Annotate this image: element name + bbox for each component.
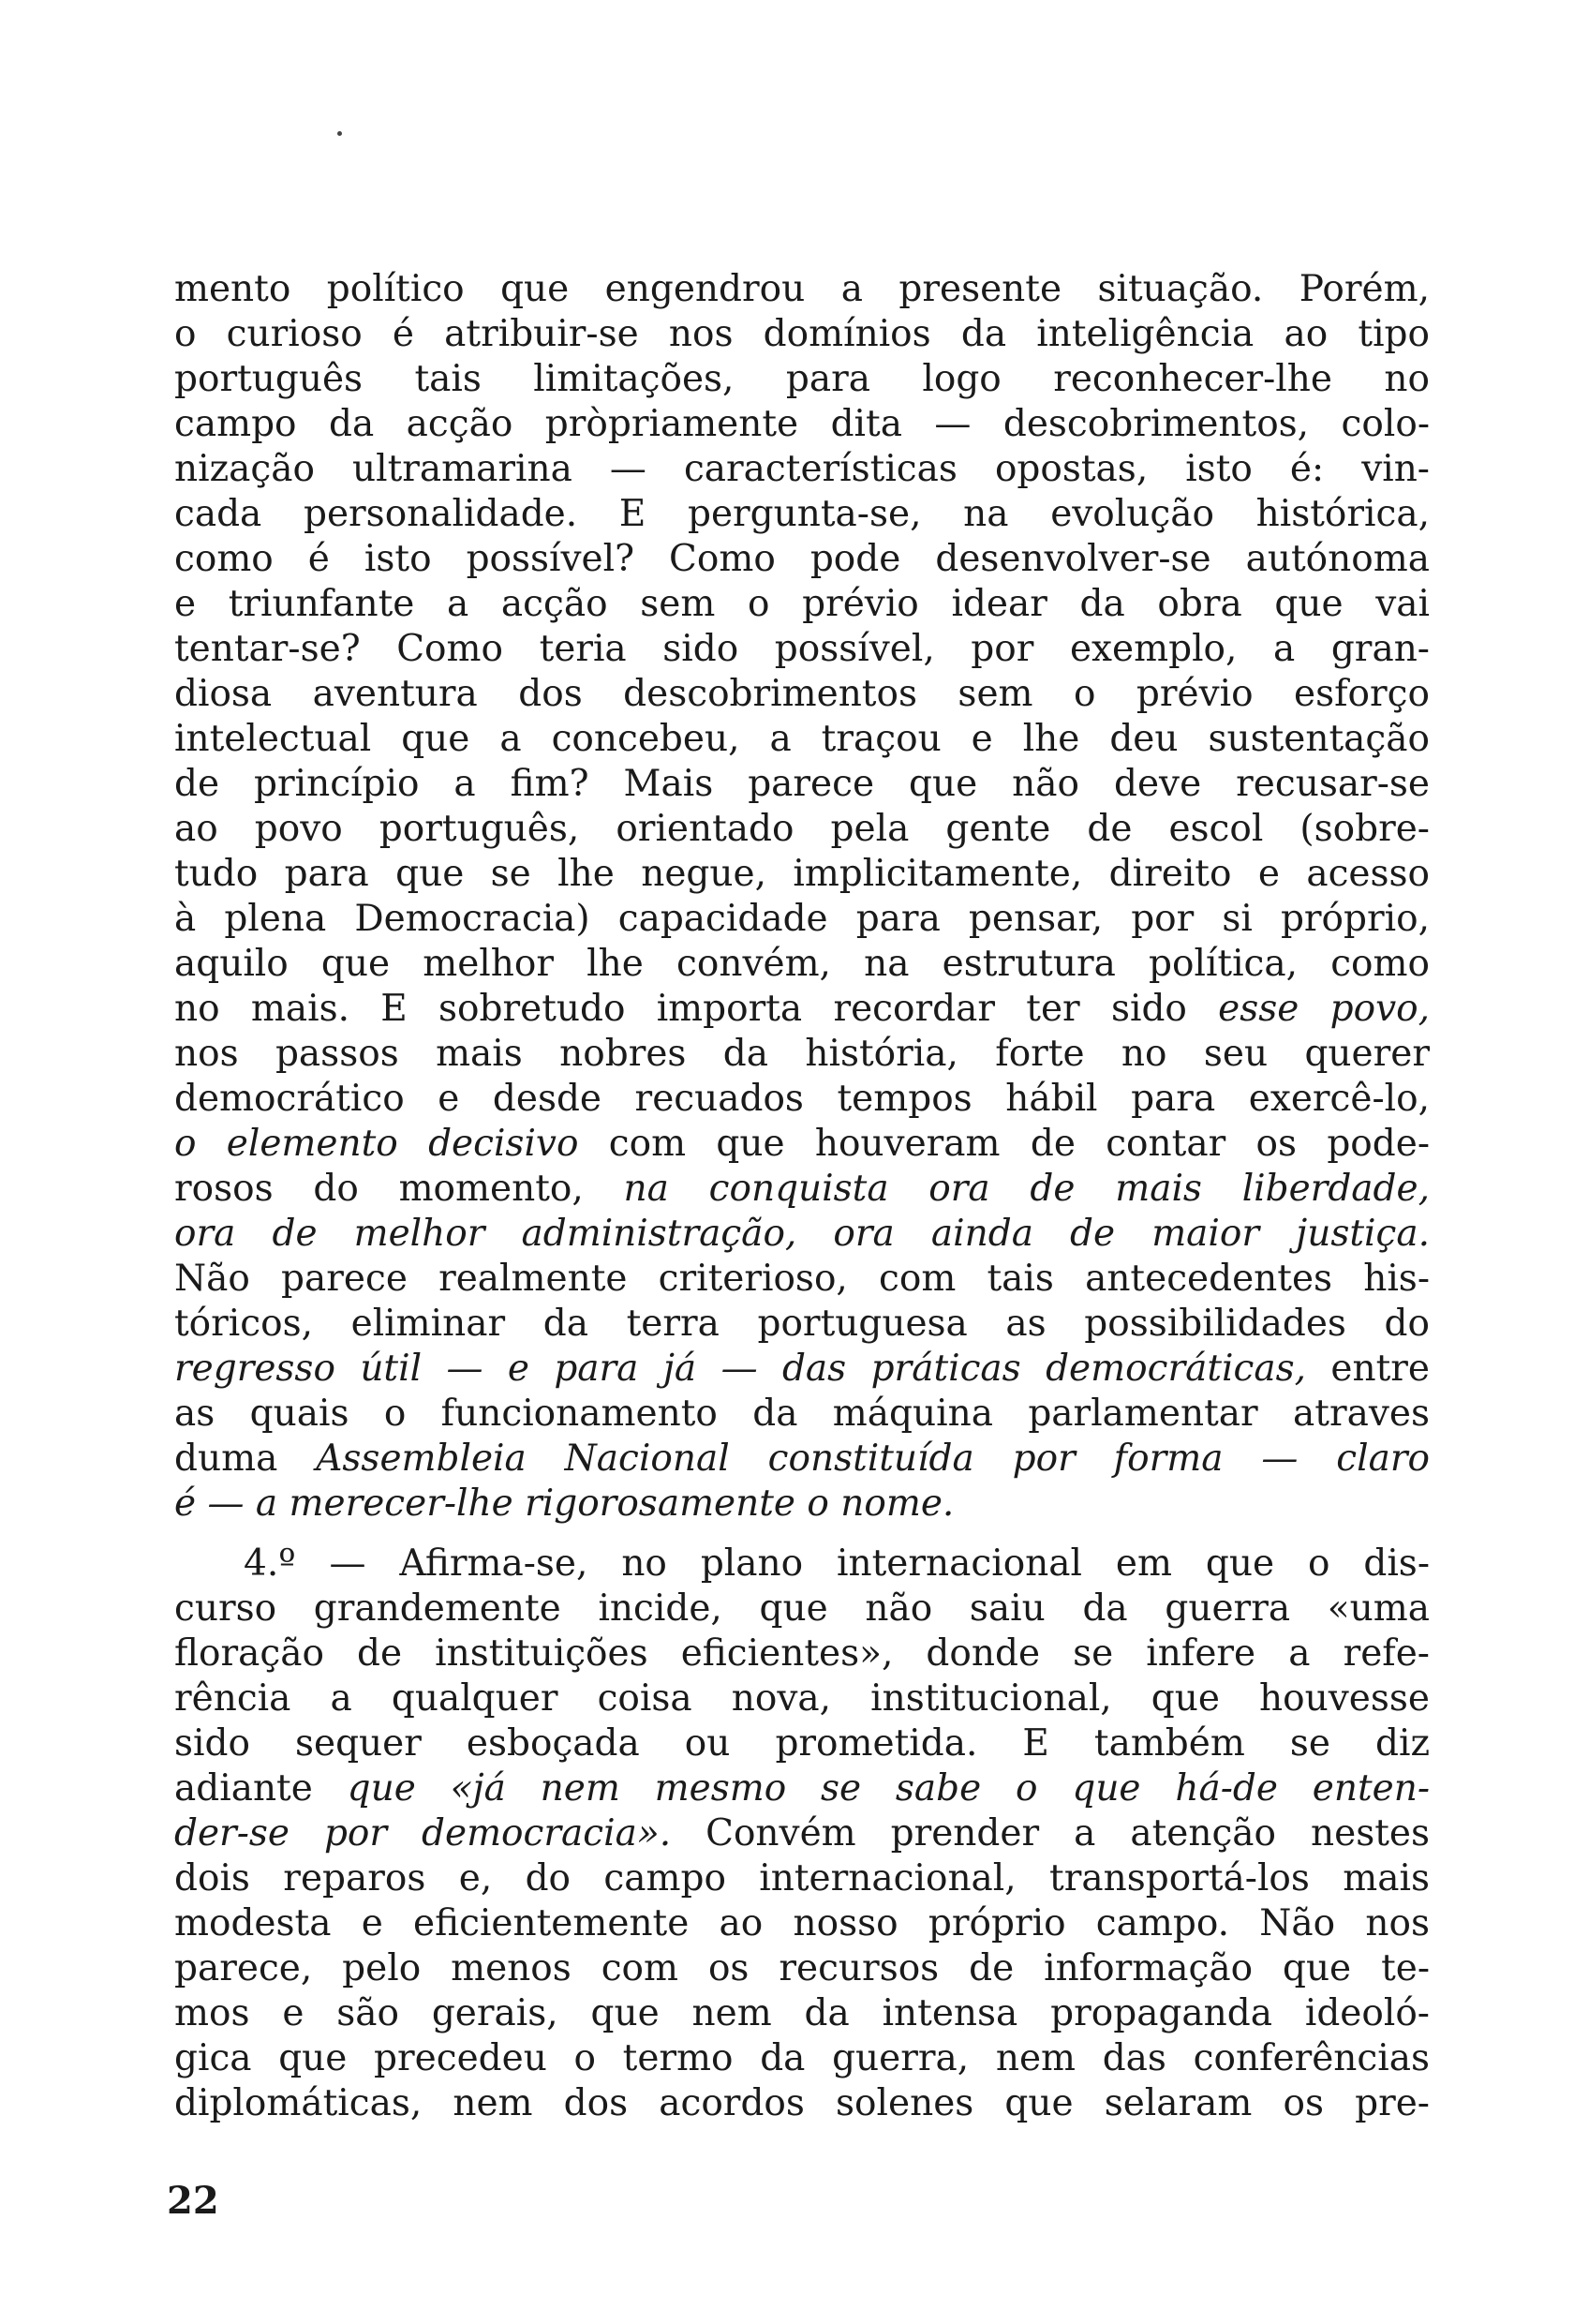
italic-text: esse povo,: [1218, 988, 1430, 1030]
paragraph-1: [174, 267, 1430, 1527]
text-run: rência a qualquer coisa nova, institucional, que houvesse: [174, 1677, 1430, 1720]
italic-text: na conquista ora de mais liberdade,: [623, 1168, 1430, 1210]
text-run: com que houveram de contar os pode-: [578, 1123, 1430, 1165]
text-line: [174, 1946, 1430, 1991]
text-line: [174, 1676, 1430, 1721]
text-run: no mais. E sobretudo importa recordar ter sido: [174, 988, 1219, 1030]
text-run: sido sequer esboçada ou prometida. E também se diz: [174, 1722, 1430, 1765]
text-run: de princípio a fim? Mais parece que não deve recusar-se: [174, 763, 1430, 805]
text-line: [174, 1587, 1430, 1631]
text-line: [174, 1901, 1430, 1946]
text-line: [174, 672, 1430, 717]
text-run: cada personalidade. E pergunta-se, na evolução histórica,: [174, 493, 1430, 535]
text-line: [174, 1856, 1430, 1901]
text-run: à plena Democracia) capacidade para pensar, por si próprio,: [174, 898, 1430, 940]
text-line: [174, 1392, 1430, 1437]
text-line: [174, 987, 1430, 1032]
text-run: tóricos, eliminar da terra portuguesa as possibilidades do: [174, 1303, 1430, 1345]
text-run: como é isto possível? Como pode desenvolver-se autónoma: [174, 538, 1430, 580]
text-line: [174, 897, 1430, 942]
text-run: Não parece realmente criterioso, com tais antecedentes his-: [174, 1258, 1430, 1300]
italic-text: ora de melhor administração, ora ainda de maior justiça.: [174, 1213, 1430, 1255]
text-line: [174, 492, 1430, 537]
text-line: [174, 537, 1430, 582]
text-run: adiante: [174, 1767, 348, 1810]
text-line: [174, 762, 1430, 807]
body-text: [174, 267, 1430, 2126]
text-line: [174, 1257, 1430, 1302]
text-line: [174, 1122, 1430, 1167]
italic-text: que «já nem mesmo se sabe o que há-de enten-: [347, 1767, 1430, 1810]
text-run: as quais o funcionamento da máquina parlamentar atraves: [174, 1393, 1430, 1435]
text-run: e triunfante a acção sem o prévio idear da obra que vai: [174, 583, 1430, 625]
text-run: diplomáticas, nem dos acordos solenes que selaram os pre-: [174, 2082, 1430, 2124]
italic-text: Assembleia Nacional constituída por forma — claro: [316, 1438, 1430, 1480]
text-run: diosa aventura dos descobrimentos sem o prévio esforço: [174, 673, 1430, 715]
text-line: [174, 2036, 1430, 2081]
text-run: rosos do momento,: [174, 1168, 624, 1210]
text-line: [174, 1077, 1430, 1122]
page-number: 22: [167, 2179, 219, 2223]
text-line: [174, 1167, 1430, 1212]
text-line: [174, 447, 1430, 492]
text-line: [174, 1631, 1430, 1676]
text-line: [174, 312, 1430, 357]
text-line: [174, 402, 1430, 447]
paragraph-gap: [174, 1527, 1430, 1542]
text-line: [174, 1212, 1430, 1257]
text-run: nos passos mais nobres da história, forte no seu querer: [174, 1033, 1430, 1075]
text-run: português tais limitações, para logo reconhecer-lhe no: [174, 358, 1430, 400]
text-run: tentar-se? Como teria sido possível, por exemplo, a gran-: [174, 628, 1430, 670]
text-line: [174, 1542, 1430, 1587]
text-line: [174, 267, 1430, 312]
text-line: [174, 1302, 1430, 1347]
text-line: [174, 807, 1430, 852]
text-line: [174, 357, 1430, 402]
text-line: [174, 852, 1430, 897]
text-run: o curioso é atribuir-se nos domínios da inteligência ao tipo: [174, 313, 1430, 355]
text-run: ao povo português, orientado pela gente de escol (sobre-: [174, 808, 1430, 850]
italic-text: regresso útil — e para já — das práticas democráticas,: [174, 1348, 1306, 1390]
italic-text: é — a merecer-lhe rigorosamente o nome.: [174, 1482, 955, 1525]
text-run: entre: [1306, 1348, 1430, 1390]
text-run: mento político que engendrou a presente situação. Porém,: [174, 268, 1430, 310]
text-line: [174, 2081, 1430, 2126]
text-run: gica que precedeu o termo da guerra, nem das conferências: [174, 2037, 1430, 2079]
text-run: modesta e eficientemente ao nosso próprio campo. Não nos: [174, 1902, 1430, 1944]
text-run: nização ultramarina — características opostas, isto é: vin-: [174, 448, 1430, 490]
text-line: [174, 1721, 1430, 1766]
text-run: Convém prender a atenção nestes: [671, 1812, 1431, 1855]
text-line: [174, 717, 1430, 762]
text-run: 4.º — Afirma-se, no plano internacional em que o dis-: [244, 1542, 1430, 1585]
italic-text: der-se por democracia».: [174, 1812, 672, 1855]
text-line: [174, 1437, 1430, 1482]
text-run: campo da acção pròpriamente dita — descobrimentos, colo-: [174, 403, 1430, 445]
text-line: [174, 582, 1430, 627]
text-line: [174, 1811, 1430, 1856]
text-run: parece, pelo menos com os recursos de informação que te-: [174, 1947, 1430, 1989]
text-run: dois reparos e, do campo internacional, transportá-los mais: [174, 1857, 1430, 1899]
page-speck: [337, 131, 342, 136]
text-run: intelectual que a concebeu, a traçou e lhe deu sustentação: [174, 718, 1430, 760]
text-line: [174, 1766, 1430, 1811]
text-line: [174, 1032, 1430, 1077]
text-run: duma: [174, 1438, 317, 1480]
text-run: mos e são gerais, que nem da intensa propaganda ideoló-: [174, 1992, 1430, 2034]
text-line: [174, 942, 1430, 987]
paragraph-2: [174, 1542, 1430, 2126]
text-run: aquilo que melhor lhe convém, na estrutura política, como: [174, 943, 1430, 985]
text-line: [174, 627, 1430, 672]
text-run: curso grandemente incide, que não saiu da guerra «uma: [174, 1587, 1430, 1630]
text-run: democrático e desde recuados tempos hábil para exercê-lo,: [174, 1078, 1430, 1120]
text-run: tudo para que se lhe negue, implicitamente, direito e acesso: [174, 853, 1430, 895]
text-line: [174, 1991, 1430, 2036]
text-line: [174, 1347, 1430, 1392]
italic-text: o elemento decisivo: [174, 1123, 579, 1165]
text-run: floração de instituições eficientes», donde se infere a refe-: [174, 1632, 1430, 1675]
text-line: [174, 1482, 1430, 1527]
